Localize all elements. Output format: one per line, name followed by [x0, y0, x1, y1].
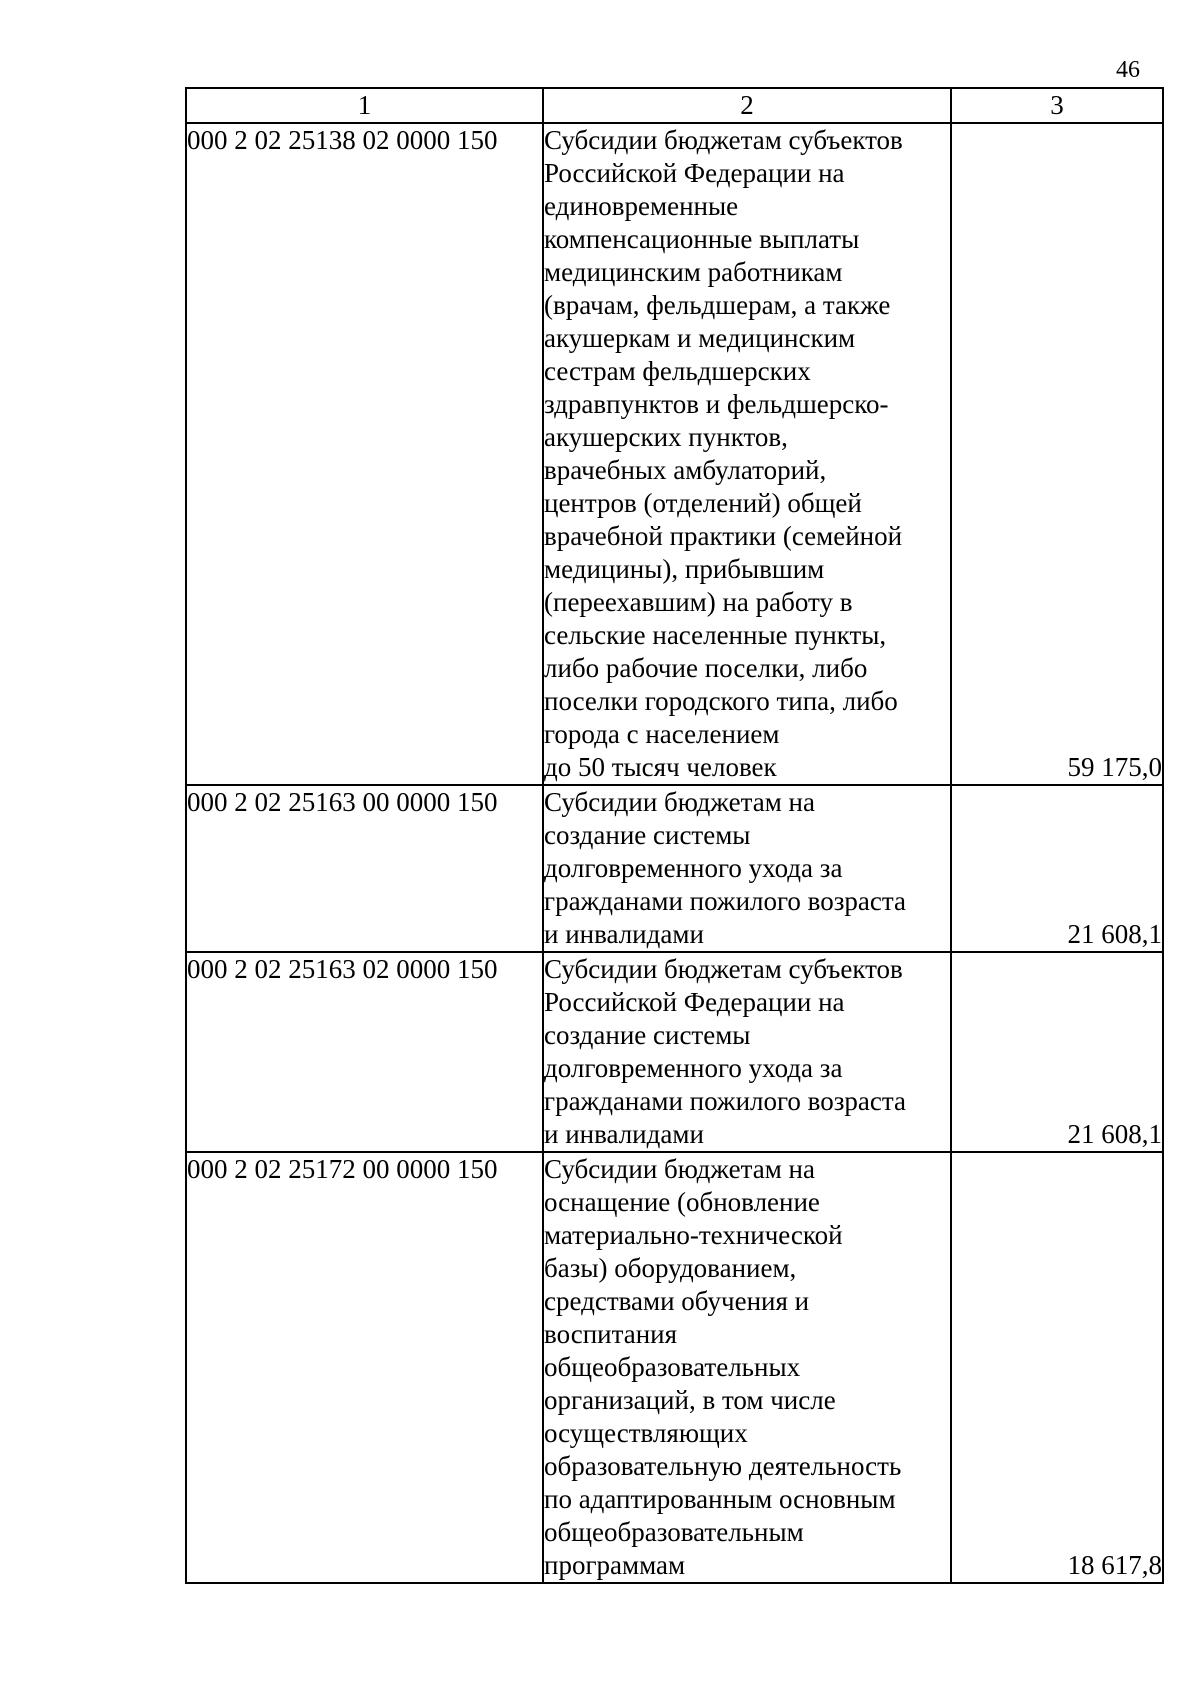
- description-cell: [543, 785, 951, 952]
- description-line: компенсационные выплаты: [544, 224, 860, 254]
- description-line: долговременного ухода за: [544, 853, 843, 883]
- description-line: акушерских пунктов,: [544, 422, 788, 452]
- budget-code-cell: 000 2 02 25163 02 0000 150: [186, 952, 543, 1152]
- description-line: гражданами пожилого возраста: [544, 886, 906, 916]
- description-line: осуществляющих: [544, 1418, 748, 1448]
- table-row: [186, 785, 1163, 952]
- description-line: оснащение (обновление: [544, 1187, 820, 1217]
- description-line: создание системы: [544, 1020, 751, 1050]
- description-line: города с населением: [544, 719, 780, 749]
- description-line: образовательную деятельность: [544, 1451, 902, 1481]
- description-line: и инвалидами: [544, 1119, 704, 1149]
- description-line: Российской Федерации на: [544, 158, 845, 188]
- amount-cell: 18 617,8: [951, 1152, 1163, 1583]
- description-line: гражданами пожилого возраста: [544, 1086, 906, 1116]
- description-line: создание системы: [544, 820, 751, 850]
- budget-code-cell: 000 2 02 25163 00 0000 150: [186, 785, 543, 952]
- description-line: Российской Федерации на: [544, 987, 845, 1017]
- column-header-1: 1: [186, 88, 543, 123]
- description-line: Субсидии бюджетам субъектов: [544, 954, 903, 984]
- description-line: Субсидии бюджетам на: [544, 1154, 815, 1184]
- table-header-row: [186, 88, 1163, 123]
- amount-cell: 59 175,0: [951, 123, 1163, 785]
- description-line: общеобразовательным: [544, 1517, 804, 1547]
- description-line: материально-технической: [544, 1220, 843, 1250]
- amount-cell: 21 608,1: [951, 952, 1163, 1152]
- description-line: долговременного ухода за: [544, 1053, 843, 1083]
- description-line: воспитания: [544, 1319, 678, 1349]
- description-line: по адаптированным основным: [544, 1484, 896, 1514]
- budget-code-cell: 000 2 02 25138 02 0000 150: [186, 123, 543, 785]
- description-line: центров (отделений) общей: [544, 488, 862, 518]
- description-line: до 50 тысяч человек: [544, 752, 777, 782]
- description-line: (врачам, фельдшерам, а также: [544, 290, 891, 320]
- description-line: базы) оборудованием,: [544, 1253, 797, 1283]
- description-line: акушеркам и медицинским: [544, 323, 856, 353]
- description-line: Субсидии бюджетам на: [544, 787, 815, 817]
- page-number: 46: [1116, 57, 1140, 83]
- description-cell: [543, 952, 951, 1152]
- description-line: медицинским работникам: [544, 257, 843, 287]
- description-line: и инвалидами: [544, 919, 704, 949]
- column-header-2: 2: [543, 88, 951, 123]
- description-line: врачебной практики (семейной: [544, 521, 903, 551]
- amount-cell: 21 608,1: [951, 785, 1163, 952]
- budget-income-table: [185, 87, 1164, 1584]
- description-line: медицины), прибывшим: [544, 554, 825, 584]
- description-line: средствами обучения и: [544, 1286, 810, 1316]
- budget-code-cell: 000 2 02 25172 00 0000 150: [186, 1152, 543, 1583]
- description-line: Субсидии бюджетам субъектов: [544, 125, 903, 155]
- description-line: (переехавшим) на работу в: [544, 587, 853, 617]
- description-line: организаций, в том числе: [544, 1385, 836, 1415]
- description-line: поселки городского типа, либо: [544, 686, 898, 716]
- description-cell: [543, 1152, 951, 1583]
- description-cell: [543, 123, 951, 785]
- table-row: [186, 123, 1163, 785]
- description-line: программам: [544, 1550, 686, 1580]
- description-line: либо рабочие поселки, либо: [544, 653, 868, 683]
- description-line: сестрам фельдшерских: [544, 356, 811, 386]
- description-line: сельские населенные пункты,: [544, 620, 887, 650]
- description-line: единовременные: [544, 191, 739, 221]
- table-row: [186, 1152, 1163, 1583]
- column-header-3: 3: [951, 88, 1163, 123]
- description-line: здравпунктов и фельдшерско-: [544, 389, 889, 419]
- description-line: врачебных амбулаторий,: [544, 455, 827, 485]
- description-line: общеобразовательных: [544, 1352, 801, 1382]
- table-row: [186, 952, 1163, 1152]
